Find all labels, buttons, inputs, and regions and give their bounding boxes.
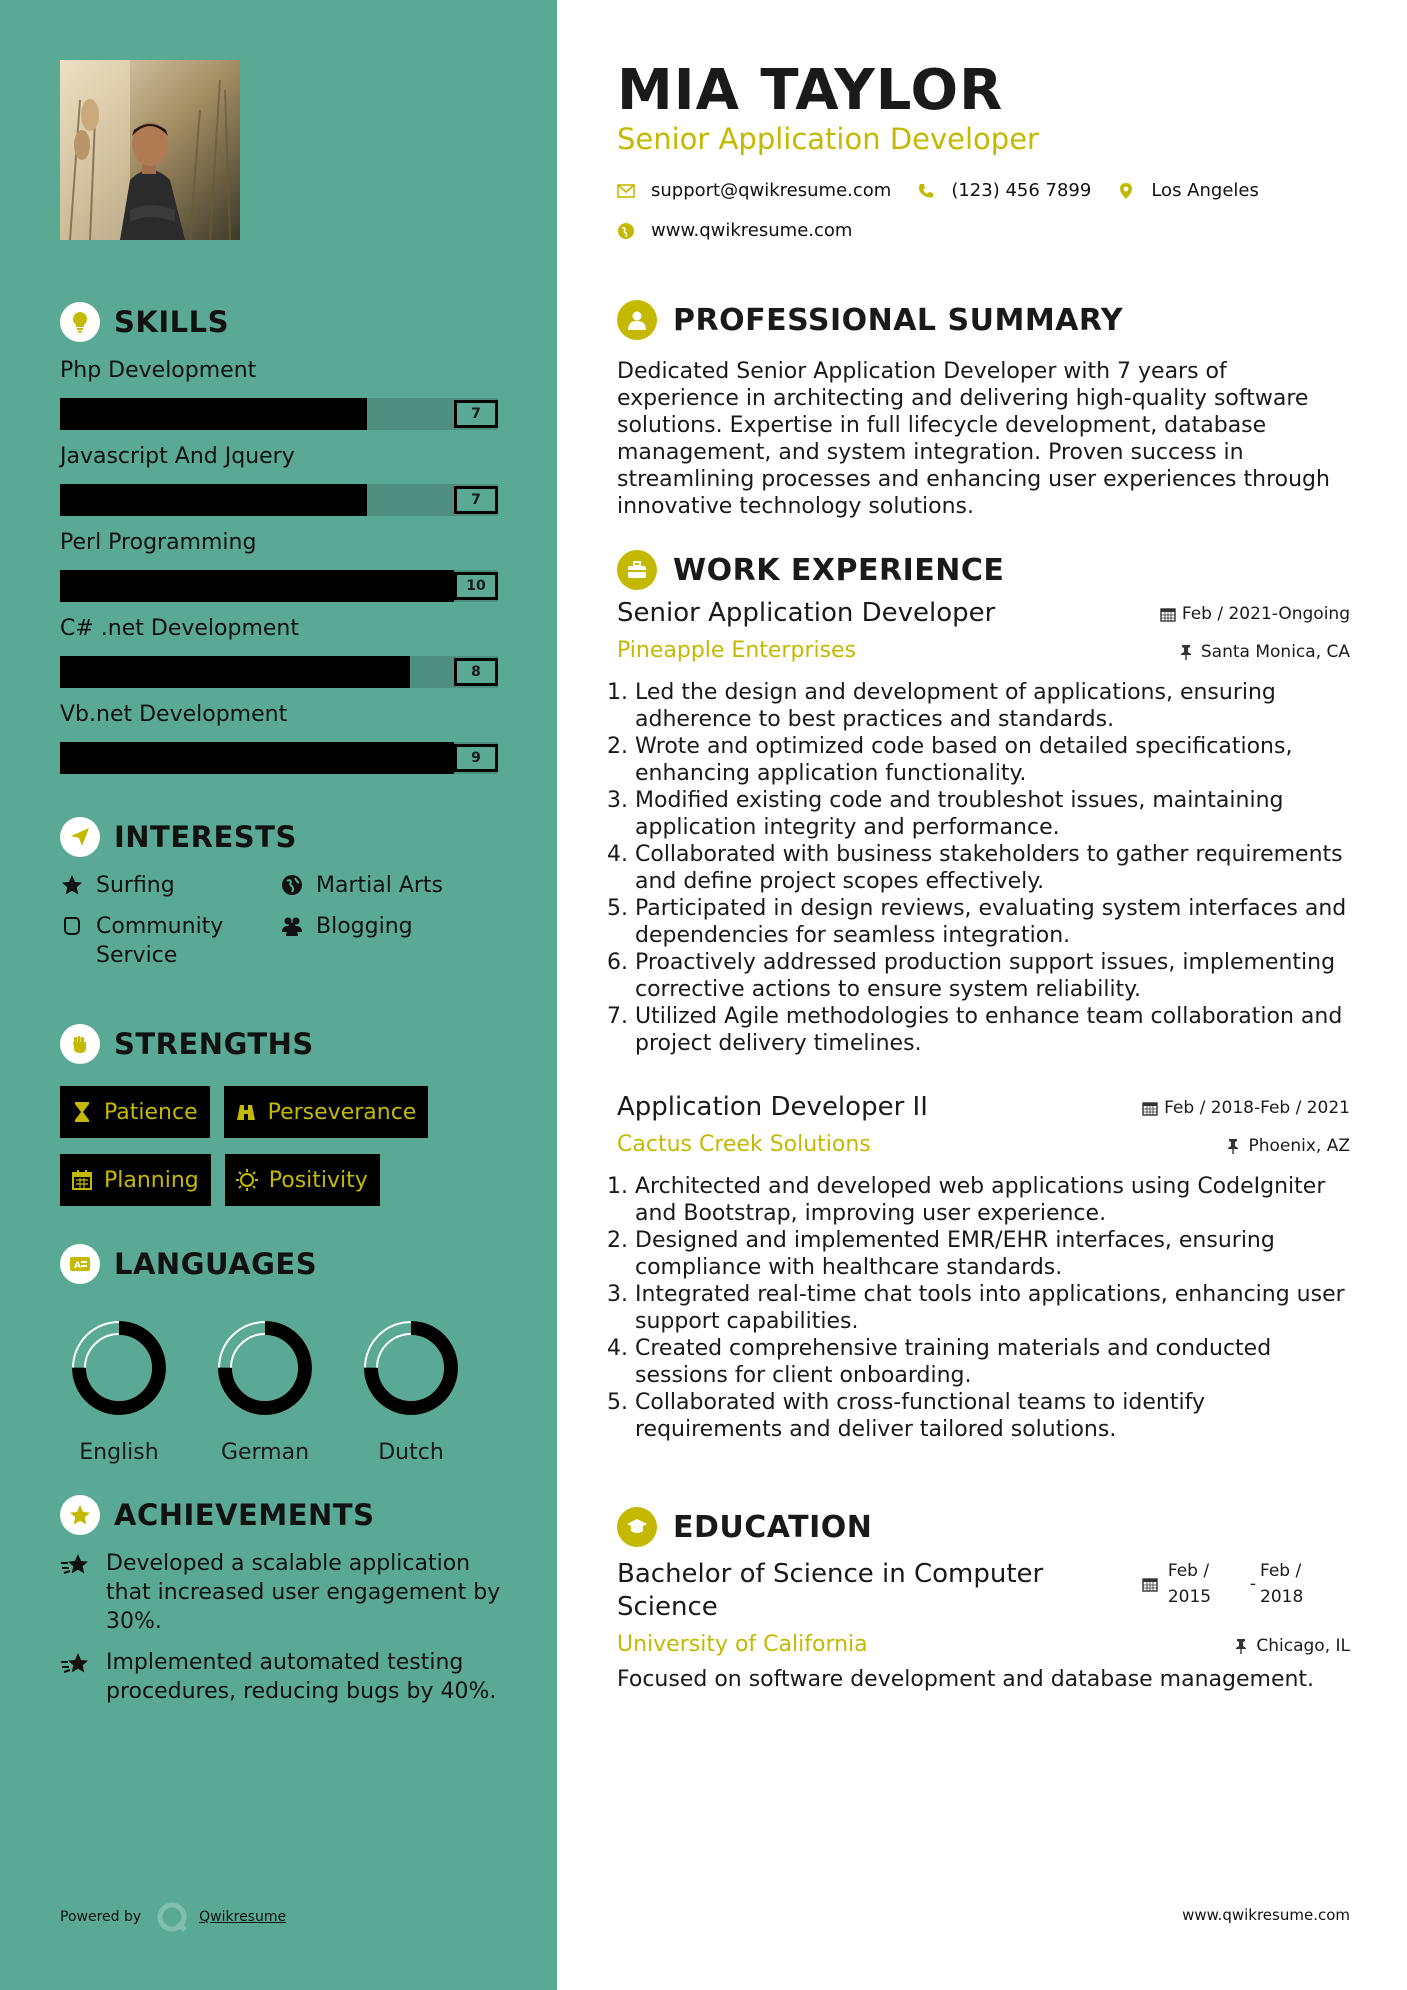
degree-title: Bachelor of Science in Computer Science — [617, 1559, 1044, 1622]
skills-title: SKILLS — [114, 305, 229, 339]
job-location-text: Phoenix, AZ — [1248, 1136, 1350, 1156]
achievements-section — [60, 1493, 510, 1706]
language-icon — [60, 1244, 100, 1284]
powered-by — [60, 1900, 286, 1934]
date-separator: - — [1249, 1574, 1256, 1594]
email-contact — [617, 180, 891, 201]
calendar-icon — [1142, 1576, 1158, 1592]
achievement-item — [60, 1549, 510, 1636]
graduation-icon — [617, 1507, 657, 1547]
duty-item: 1. Architected and developed web applications using CodeIgniter and Bootstrap, improving user experience. — [635, 1173, 1350, 1227]
language-label: German — [220, 1440, 310, 1465]
language-ring — [213, 1316, 317, 1420]
skill-label: Perl Programming — [60, 530, 257, 555]
strength-label: Perseverance — [267, 1099, 417, 1125]
skills-list — [60, 356, 510, 774]
footer-url[interactable]: www.qwikresume.com — [1182, 1906, 1350, 1924]
education-description: Focused on software development and database management. — [617, 1667, 1315, 1692]
strength-tag — [224, 1086, 429, 1138]
company-name: Cactus Creek Solutions — [617, 1132, 871, 1157]
sidebar — [0, 0, 557, 1990]
strength-label: Patience — [104, 1099, 198, 1125]
users-icon — [280, 914, 304, 938]
duty-item: 3. Modified existing code and troubleshot issues, maintaining application integrity and performance. — [635, 787, 1350, 841]
skill-item — [60, 356, 510, 430]
contact-row — [617, 180, 1285, 201]
candidate-name: MIA TAYLOR — [617, 58, 1004, 123]
duty-item: 3. Integrated real-time chat tools into applications, enhancing user support capabilities. — [635, 1281, 1350, 1335]
strengths-section — [60, 1022, 510, 1206]
skill-bar — [60, 742, 498, 774]
qwikresume-link[interactable]: Qwikresume — [199, 1909, 287, 1925]
duty-item: 7. Utilized Agile methodologies to enhance team collaboration and project delivery timelines. — [635, 1003, 1350, 1057]
skill-level: 8 — [454, 658, 498, 686]
duty-item: 6. Proactively addressed production support issues, implementing corrective actions to ensure system reliability. — [635, 949, 1350, 1003]
interest-label: Surfing — [96, 873, 175, 898]
skill-item — [60, 528, 510, 602]
duties-list — [617, 679, 1350, 1057]
fist-icon — [60, 1024, 100, 1064]
language-item — [210, 1316, 320, 1465]
job-dates — [1160, 604, 1350, 624]
website-row — [617, 220, 878, 241]
envelope-icon — [617, 182, 635, 200]
achievement-text: Implemented automated testing procedures, reducing bugs by 40%. — [106, 1650, 497, 1704]
language-item — [356, 1316, 466, 1465]
interests-section — [60, 815, 510, 970]
interest-item — [60, 871, 280, 900]
interest-item — [60, 912, 280, 970]
hand-icon — [60, 914, 84, 938]
skill-bar — [60, 570, 498, 602]
profile-photo-image — [60, 60, 240, 240]
interests-header — [60, 815, 510, 859]
hourglass-icon — [70, 1100, 94, 1124]
duty-item: 4. Collaborated with business stakeholders to gather requirements and define project scopes effectively. — [635, 841, 1350, 895]
skill-bar — [60, 484, 498, 516]
work-header — [617, 548, 1350, 592]
briefcase-icon — [617, 550, 657, 590]
lightbulb-icon — [60, 302, 100, 342]
skill-bar — [60, 656, 498, 688]
skill-level: 7 — [454, 486, 498, 514]
education-location — [1234, 1636, 1350, 1656]
duty-item: 2. Wrote and optimized code based on detailed specifications, enhancing application functionality. — [635, 733, 1350, 787]
pushpin-icon — [1179, 644, 1193, 660]
shooting-star-icon — [60, 1551, 94, 1579]
education-start: Feb / 2015 — [1167, 1561, 1212, 1607]
education-dates — [1142, 1558, 1320, 1610]
duty-item: 1. Led the design and development of applications, ensuring adherence to best practices and standards. — [635, 679, 1350, 733]
skill-label: Vb.net Development — [60, 702, 288, 727]
website-text[interactable]: www.qwikresume.com — [651, 220, 853, 241]
job-title: Application Developer II — [617, 1092, 928, 1122]
website-contact — [617, 220, 852, 241]
pushpin-icon — [1234, 1638, 1248, 1654]
phone-contact — [917, 180, 1091, 201]
strength-tag — [60, 1086, 210, 1138]
strengths-title: STRENGTHS — [114, 1027, 314, 1061]
skill-label: Php Development — [60, 358, 257, 383]
calendar-icon — [1160, 606, 1176, 622]
skill-level: 7 — [454, 400, 498, 428]
duty-item: 2. Designed and implemented EMR/EHR interfaces, ensuring compliance with healthcare standards. — [635, 1227, 1350, 1281]
job-entry — [617, 598, 1350, 1057]
qwikresume-logo-icon — [155, 1900, 189, 1934]
skills-header — [60, 300, 510, 344]
star-badge-icon — [60, 1495, 100, 1535]
phone-icon — [917, 182, 935, 200]
summary-section — [617, 298, 1350, 520]
job-location-text: Santa Monica, CA — [1200, 642, 1350, 662]
education-location-text: Chicago, IL — [1256, 1636, 1350, 1656]
skill-item — [60, 700, 510, 774]
interest-item — [280, 912, 500, 970]
skill-bar-fill — [60, 570, 454, 602]
strength-tag — [60, 1154, 211, 1206]
powered-by-label: Powered by — [60, 1909, 142, 1925]
job-dates-text: Feb / 2021-Ongoing — [1181, 604, 1350, 624]
achievements-title: ACHIEVEMENTS — [114, 1498, 375, 1532]
summary-text: Dedicated Senior Application Developer with 7 years of experience in architecting and delivering high-quality software solutions. Expertise in full lifecycle development, database management, and system integration. Proven success in streamlining processes and enhancing user experiences through innovative technology solutions. — [617, 359, 1330, 519]
company-name: Pineapple Enterprises — [617, 638, 857, 663]
duty-item: 5. Collaborated with cross-functional teams to identify requirements and deliver tailored solutions. — [635, 1389, 1350, 1443]
achievements-header — [60, 1493, 510, 1537]
strength-tag — [225, 1154, 380, 1206]
skill-level: 9 — [454, 744, 498, 772]
interests-list — [60, 871, 510, 970]
achievement-item — [60, 1648, 510, 1706]
skill-label: Javascript And Jquery — [60, 444, 295, 469]
svg-text:A: A — [74, 1261, 81, 1271]
profile-photo — [60, 60, 240, 240]
skill-label: C# .net Development — [60, 616, 299, 641]
education-entry — [617, 1558, 1350, 1692]
language-label: Dutch — [378, 1440, 444, 1465]
languages-list — [64, 1316, 510, 1465]
location-text: Los Angeles — [1151, 180, 1259, 201]
duty-item: 5. Participated in design reviews, evaluating system interfaces and dependencies for seamless integration. — [635, 895, 1350, 949]
job-location — [1179, 642, 1350, 662]
job-entry — [617, 1092, 1350, 1443]
binoculars-icon — [234, 1100, 258, 1124]
strength-label: Planning — [104, 1167, 199, 1193]
school-name: University of California — [617, 1632, 868, 1657]
education-end: Feb / 2018 — [1260, 1561, 1304, 1607]
education-title: EDUCATION — [673, 1509, 873, 1545]
sun-icon — [235, 1168, 259, 1192]
calendar-icon — [70, 1168, 94, 1192]
education-header — [617, 1505, 1350, 1549]
skill-bar-fill — [60, 656, 410, 688]
languages-header — [60, 1242, 510, 1286]
language-item — [64, 1316, 174, 1465]
job-dates-text: Feb / 2018-Feb / 2021 — [1164, 1098, 1350, 1118]
pushpin-icon — [1226, 1138, 1240, 1154]
candidate-role: Senior Application Developer — [617, 122, 1039, 156]
job-location — [1226, 1136, 1350, 1156]
strength-label: Positivity — [268, 1167, 368, 1193]
interest-label: Martial Arts — [316, 873, 444, 898]
paper-plane-icon — [60, 817, 100, 857]
star-icon — [60, 873, 84, 897]
globe-icon — [617, 222, 635, 240]
skill-bar-fill — [60, 398, 367, 430]
skill-item — [60, 442, 510, 516]
shooting-star-icon — [60, 1650, 94, 1678]
skill-bar-fill — [60, 484, 367, 516]
job-dates — [1142, 1098, 1350, 1118]
skill-bar — [60, 398, 498, 430]
duties-list — [617, 1173, 1350, 1443]
languages-title: LANGUAGES — [114, 1247, 318, 1281]
skill-bar-fill — [60, 742, 454, 774]
skills-section — [60, 300, 510, 774]
summary-header — [617, 298, 1350, 342]
calendar-icon — [1142, 1100, 1158, 1116]
interests-title: INTERESTS — [114, 820, 297, 854]
work-title: WORK EXPERIENCE — [673, 552, 1005, 588]
interest-item — [280, 871, 500, 900]
duty-item: 4. Created comprehensive training materials and conducted sessions for client onboarding. — [635, 1335, 1350, 1389]
interest-label: Blogging — [316, 914, 413, 939]
languages-section — [60, 1242, 510, 1465]
strengths-list — [60, 1086, 500, 1206]
skill-item — [60, 614, 510, 688]
summary-title: PROFESSIONAL SUMMARY — [673, 302, 1124, 338]
job-title: Senior Application Developer — [617, 598, 996, 628]
phone-text: (123) 456 7899 — [951, 180, 1092, 201]
skill-level: 10 — [454, 572, 498, 600]
strengths-header — [60, 1022, 510, 1066]
work-header-section — [617, 548, 1350, 592]
achievement-text: Developed a scalable application that increased user engagement by 30%. — [106, 1551, 501, 1634]
globe-icon — [280, 873, 304, 897]
education-section — [617, 1505, 1350, 1549]
interest-label: Community Service — [96, 914, 224, 968]
map-pin-icon — [1117, 182, 1135, 200]
language-label: English — [79, 1440, 159, 1465]
language-ring — [359, 1316, 463, 1420]
email-text[interactable]: support@qwikresume.com — [651, 180, 892, 201]
user-icon — [617, 300, 657, 340]
language-ring — [67, 1316, 171, 1420]
location-contact — [1117, 180, 1259, 201]
